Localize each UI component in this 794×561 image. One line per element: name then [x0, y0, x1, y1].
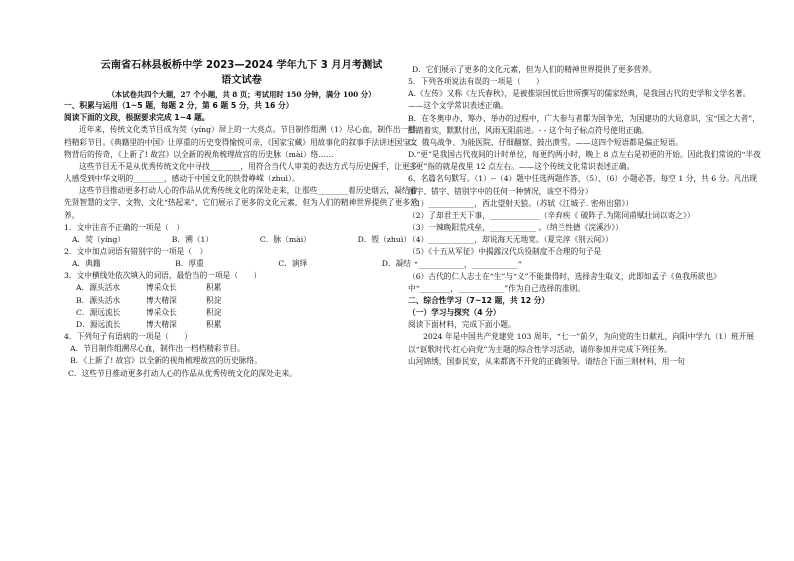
- question-5: 5．下列各项说法有误的一项是（ ）: [408, 77, 544, 87]
- q1-option-d: D．铿（zhuì）: [357, 234, 411, 244]
- q5-option-d: D.“更”是我国古代夜间的计时单位，每更约两小时，晚上 8 点左右是初更的开始。因此我们常说的“半夜三更”指的就是夜里 12 点左右。——这个传统文化常识表述正确。: [408, 150, 761, 172]
- q6-item-5-blanks: “____________，____________”: [414, 259, 522, 269]
- question-3: 3．文中横线处依次填入的词语，最恰当的一项是（ ）: [64, 271, 262, 281]
- q1-option-b: B．溯（1）: [171, 234, 214, 244]
- section-2-heading: 二、综合性学习（7~12 题，共 12 分）: [408, 295, 550, 305]
- passage-paragraph-4: 2024 年是中国共产党建党 103 周年，“七一”前夕，为向党的生日献礼，向阳中学九（1）班开展以“讴歌时代·红心向党”为主题的综合性学习活动，请你参加并完成下列任务。: [408, 332, 755, 354]
- q6-item-3: （3）一辣晚阳荒戍垒，____________ 。（纳兰性德《浣溪沙》）: [408, 223, 623, 233]
- passage-paragraph-2: 这些节目无不是从优秀传统文化中寻找________，用符合当代人审美的表达方式与历史握手，让更多人感受到中华文明的________，感动于中国文化的铁骨峥嵘（zhuì）。: [64, 161, 418, 184]
- q6-item-6: （6）古代的仁人志士在“生”与“义”不能兼得时，选择舍生取义，此即如孟子《鱼我所欲也》中“________，____________”作为自己选择的准则。: [408, 271, 721, 293]
- q3-c-word-2: 博采众长: [146, 307, 177, 317]
- q3-option-b: [64, 295, 419, 307]
- q2-option-c: C．演绎: [278, 259, 308, 269]
- question-1: 1．文中注音不正确的一项是（ ）: [64, 222, 185, 232]
- q3-d-word-2: 博大精深: [146, 319, 177, 329]
- right-column: [408, 64, 763, 368]
- q2-option-d: D．凝结: [381, 259, 411, 269]
- section-1-heading: 一、积累与运用（1~5 题，每题 2 分，第 6 题 5 分，共 16 分）: [64, 101, 294, 111]
- subsection-1-heading: （一）学习与探究（4 分）: [408, 308, 501, 318]
- left-column: [64, 0, 419, 380]
- q3-a-word-1: A．源头活水: [76, 283, 120, 293]
- q6-item-1: （1）____________，西北望射天狼。（苏轼《江城子. 密州出猎》）: [408, 198, 634, 208]
- q5-option-a: A.《左传》又称《左氏春秋》，是被推崇国忧后世所撰写的儒家经典，是我国古代的史学和文学名著。——这个文学常识表述正确。: [408, 89, 751, 111]
- q3-d-word-3: 积累: [206, 319, 222, 329]
- passage-paragraph-3: 这些节目推动更多打动人心的作品从优秀传统文化的深处走来，让那些________着历史烟云，凝结着先贤智慧的文字、文物、文化“热起来”，它们展示了更多的文化元素，但为人们的精神世界提供了更多营养。: [64, 186, 418, 220]
- q5-option-c: C．俄乌战争、为能医院、仔细翻察、鼓出溃雪。——这四个短语都是偏正短语。: [408, 137, 683, 147]
- question-4: 4．下列句子有语病的一项是（ ）: [64, 332, 192, 342]
- exam-note: （本试卷共四个大题，27 个小题，共 8 页；考试用时 150 分钟，满分 100 分）: [107, 89, 376, 99]
- q3-option-c: [64, 307, 419, 319]
- q4-option-d: D．它们展示了更多的文化元素，但为人们的精神世界提供了更多营养。: [412, 65, 657, 74]
- reading-instruction: 阅读下面的文段，根据要求完成 1~4 题。: [64, 113, 210, 123]
- q2-option-b: B．厚重: [175, 259, 204, 269]
- q3-option-d: [64, 319, 419, 331]
- question-2: 2．文中加点词语有错别字的一项是（ ）: [64, 246, 208, 256]
- reading-instruction-2: 阅读下面材料，完成下面小题。: [408, 320, 516, 330]
- question-6: 6、名篇名句默写。（1）--（4）题中任选两题作答，（5）、（6）小题必答，每空 1 分，共 6 分。凡出现加字、错字、错别字中的任何一种情况，该空不得分）: [408, 174, 757, 196]
- q5-option-b: B．在冬奥申办、筹办、举办的过程中，广大参与者都为国争光，为国建功的大局意识，宝“国之大者”，脚踏着实，默默付出，风雨无阻前进。- - 这个句子标点符号使用正确。: [408, 113, 760, 135]
- q6-item-5: （5）《十五从军征》中揭露汉代兵役制度不合理的句子是: [408, 247, 602, 257]
- q3-a-word-2: 博采众长: [146, 283, 177, 293]
- question-2-options: [64, 258, 419, 270]
- q3-b-word-1: B．源头活水: [76, 295, 121, 305]
- q3-c-word-3: 积淀: [206, 307, 222, 317]
- q1-option-a: A．荧（yíng）: [72, 234, 125, 244]
- question-1-options: [64, 234, 419, 246]
- q3-c-word-1: C．源远流长: [76, 307, 121, 317]
- q4-option-a: A．节目制作组溯尽心血，制作出一档档精彩节目。: [70, 344, 245, 354]
- q3-a-word-3: 积累: [206, 283, 222, 293]
- q3-option-a: [64, 282, 419, 294]
- passage-paragraph-1: 近年来，传统文化类节目成为荧（yíng）屏上的一大亮点。节目制作组溯（1）尽心血，制作出一档档精彩节目。《典籍里的中国》让厚重的历史变得愉悦可亲，《国家宝藏》用故事化的叙事手法讲述国宝文物背后的传奇，《上新了! 故宫》以全新的视角梳理故宫的历史脉（mài）络……: [64, 125, 418, 159]
- exam-subject-title: 语文试卷: [221, 75, 262, 87]
- q4-option-b: B．《上新了! 故宫》以全新的视角梳理故宫的历史脉络。: [70, 356, 262, 366]
- q3-d-word-1: D．源远流长: [76, 319, 121, 329]
- q6-item-2: （2）了却君王天下事，_____________（辛弃疾《 破阵子.为陈同甫赋壮词以寄之》）: [408, 210, 695, 220]
- q3-b-word-3: 积淀: [206, 295, 222, 305]
- q3-b-word-2: 博大精深: [146, 295, 177, 305]
- passage-paragraph-5: 山河锦绣，国泰民安，从来都离不开党的正确领导。请结合下面三则材料，用一句: [408, 356, 685, 366]
- q6-item-4: （4）____________，却说海天无地宽。（夏完淳《别云间》）: [408, 235, 613, 245]
- q4-option-c: C．这些节目推动更多打动人心的作品从优秀传统文化的深处走来。: [68, 368, 297, 378]
- q2-option-a: A．典籍: [72, 259, 101, 269]
- q1-option-c: C．脉（mài）: [259, 234, 311, 244]
- exam-school-title: 云南省石林县板桥中学 2023—2024 学年九下 3 月月考测试: [100, 60, 383, 71]
